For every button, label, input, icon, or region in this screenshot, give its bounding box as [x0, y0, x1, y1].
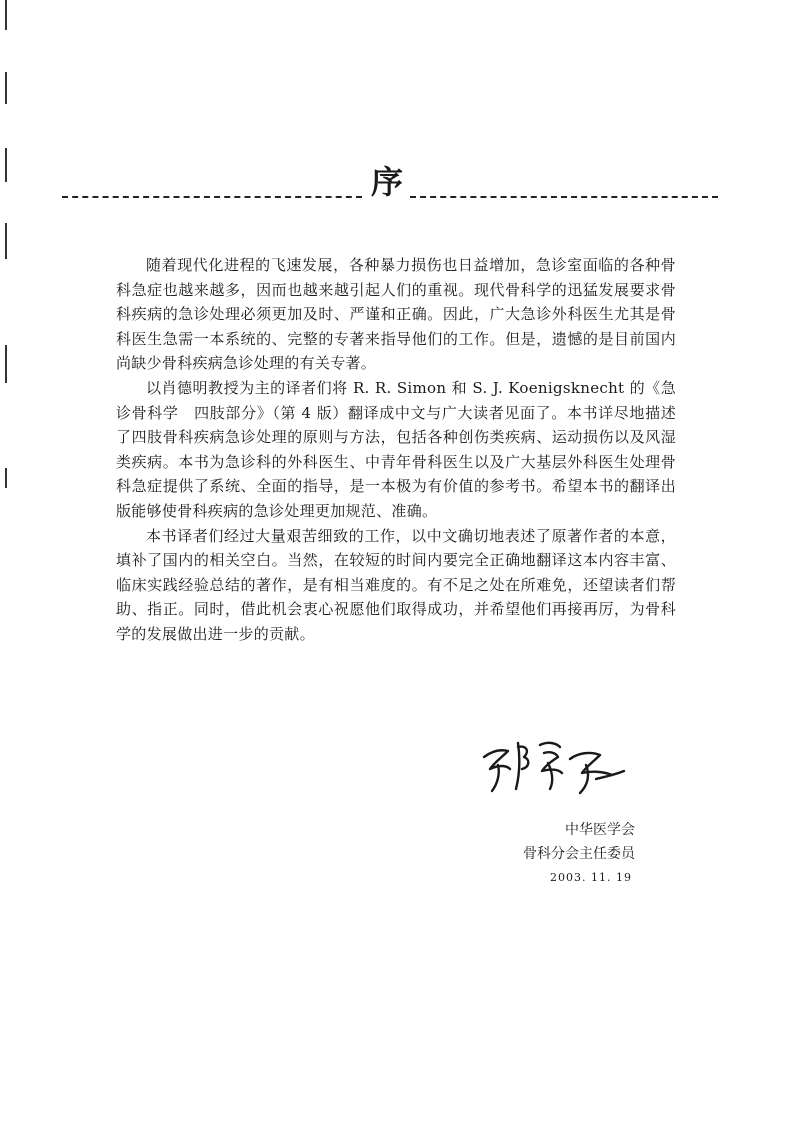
page-title: 序 — [370, 163, 403, 201]
preface-heading — [62, 160, 718, 204]
signoff-date: 2003. 11. 19 — [550, 871, 632, 884]
margin-mark — [5, 0, 7, 30]
preface-body — [116, 253, 676, 647]
margin-mark — [5, 148, 7, 182]
signoff-block — [500, 818, 635, 890]
signoff-position: 骨科分会主任委员 — [523, 846, 635, 862]
heading-rule-left — [62, 196, 362, 198]
paragraph-3: 本书译者们经过大量艰苦细致的工作，以中文确切地表述了原著作者的本意，填补了国内的相关空白。当然，在较短的时间内要完全正确地翻译这本内容丰富、临床实践经验总结的著作，是有相当难度的。有不足之处在所难免，还望读者们帮助、指正。同时，借此机会衷心祝愿他们取得成功，并希望他们再接再厉，为骨科学的发展做出进一步的贡献。 — [116, 526, 676, 643]
paragraph-2: 以肖德明教授为主的译者们将 R. R. Simon 和 S. J. Koenigsknecht 的《急诊骨科学 四肢部分》（第 4 版）翻译成中文与广大读者见面了。本书详尽地描述了四肢骨科疾病急诊处理的原则与方法，包括各种创伤类疾病、运动损伤以及风湿类疾病。本书为急诊科的外科医生、中青年骨科医生以及广大基层外科医生处理骨科急症提供了系统、全面的指导，是一本极为有价值的参考书。希望本书的翻译出版能够使骨科疾病的急诊处理更加规范、准确。 — [116, 378, 676, 520]
margin-mark — [5, 72, 7, 104]
margin-mark — [5, 345, 7, 383]
paragraph-1: 随着现代化进程的飞速发展，各种暴力损伤也日益增加，急诊室面临的各种骨科急症也越来越多，因而也越来越引起人们的重视。现代骨科学的迅猛发展要求骨科疾病的急诊处理必须更加及时、严谨和正确。因此，广大急诊外科医生尤其是骨科医生急需一本系统的、完整的专著来指导他们的工作。但是，遗憾的是目前国内尚缺少骨科疾病急诊处理的有关专著。 — [116, 256, 676, 373]
handwritten-signature — [478, 735, 628, 797]
margin-mark — [5, 223, 7, 259]
heading-rule-right — [410, 196, 718, 198]
signoff-organization: 中华医学会 — [565, 822, 635, 838]
margin-mark — [5, 468, 7, 488]
